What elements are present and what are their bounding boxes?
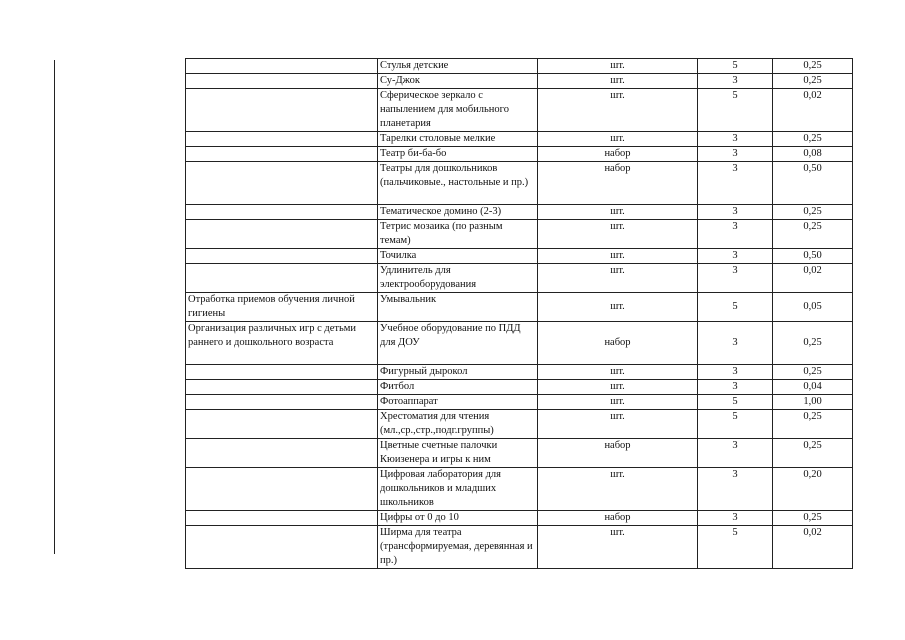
value-cell: 0,25 — [773, 511, 853, 526]
item-name-cell: Стулья детские — [378, 59, 538, 74]
value-cell: 0,05 — [773, 293, 853, 322]
unit-cell: набор — [538, 511, 698, 526]
item-name-cell: Точилка — [378, 249, 538, 264]
table-row — [186, 249, 853, 264]
item-name-cell: Тарелки столовые мелкие — [378, 132, 538, 147]
item-name-cell: Тетрис мозаика (по разным темам) — [378, 220, 538, 249]
unit-cell: шт. — [538, 264, 698, 293]
activity-cell — [186, 264, 378, 293]
unit-cell: шт. — [538, 74, 698, 89]
value-cell: 0,25 — [773, 74, 853, 89]
item-name-cell: Театр би-ба-бо — [378, 147, 538, 162]
table-row — [186, 205, 853, 220]
table-row — [186, 147, 853, 162]
value-cell: 0,25 — [773, 322, 853, 365]
unit-cell: шт. — [538, 249, 698, 264]
activity-cell — [186, 468, 378, 511]
value-cell: 1,00 — [773, 395, 853, 410]
unit-cell: шт. — [538, 365, 698, 380]
activity-cell — [186, 439, 378, 468]
equipment-table-body — [186, 59, 853, 569]
value-cell: 0,25 — [773, 410, 853, 439]
unit-cell: шт. — [538, 526, 698, 569]
value-cell: 0,25 — [773, 59, 853, 74]
table-row — [186, 220, 853, 249]
quantity-cell: 3 — [698, 365, 773, 380]
value-cell: 0,25 — [773, 132, 853, 147]
quantity-cell: 3 — [698, 162, 773, 205]
equipment-table — [185, 58, 853, 569]
page-margin-line — [54, 60, 55, 554]
item-name-cell: Ширма для театра (трансформируемая, деревянная и пр.) — [378, 526, 538, 569]
quantity-cell: 3 — [698, 439, 773, 468]
value-cell: 0,08 — [773, 147, 853, 162]
item-name-cell: Умывальник — [378, 293, 538, 322]
value-cell: 0,02 — [773, 264, 853, 293]
activity-cell: Отработка приемов обучения личной гигиены — [186, 293, 378, 322]
item-name-cell: Фитбол — [378, 380, 538, 395]
table-row — [186, 264, 853, 293]
unit-cell: шт. — [538, 380, 698, 395]
quantity-cell: 3 — [698, 322, 773, 365]
activity-cell — [186, 74, 378, 89]
unit-cell: шт. — [538, 468, 698, 511]
item-name-cell: Цветные счетные палочки Кюизенера и игры к ним — [378, 439, 538, 468]
value-cell: 0,25 — [773, 365, 853, 380]
item-name-cell: Удлинитель для электрооборудования — [378, 264, 538, 293]
unit-cell: шт. — [538, 410, 698, 439]
table-row — [186, 89, 853, 132]
activity-cell — [186, 249, 378, 264]
activity-cell — [186, 132, 378, 147]
quantity-cell: 5 — [698, 293, 773, 322]
table-row — [186, 365, 853, 380]
table-row — [186, 511, 853, 526]
table-row — [186, 293, 853, 322]
quantity-cell: 3 — [698, 74, 773, 89]
table-row — [186, 322, 853, 365]
unit-cell: шт. — [538, 220, 698, 249]
table-row — [186, 439, 853, 468]
item-name-cell: Театры для дошкольников (пальчиковые., настольные и пр.) — [378, 162, 538, 205]
value-cell: 0,25 — [773, 439, 853, 468]
table-row — [186, 380, 853, 395]
table-row — [186, 74, 853, 89]
unit-cell: набор — [538, 322, 698, 365]
quantity-cell: 3 — [698, 249, 773, 264]
quantity-cell: 3 — [698, 147, 773, 162]
unit-cell: шт. — [538, 293, 698, 322]
table-row — [186, 132, 853, 147]
item-name-cell: Фигурный дырокол — [378, 365, 538, 380]
activity-cell — [186, 162, 378, 205]
quantity-cell: 5 — [698, 410, 773, 439]
table-row — [186, 410, 853, 439]
unit-cell: шт. — [538, 132, 698, 147]
activity-cell — [186, 147, 378, 162]
item-name-cell: Сферическое зеркало с напылением для мобильного планетария — [378, 89, 538, 132]
item-name-cell: Цифры от 0 до 10 — [378, 511, 538, 526]
unit-cell: набор — [538, 439, 698, 468]
item-name-cell: Тематическое домино (2-3) — [378, 205, 538, 220]
unit-cell: шт. — [538, 89, 698, 132]
activity-cell — [186, 511, 378, 526]
item-name-cell: Су-Джок — [378, 74, 538, 89]
item-name-cell: Учебное оборудование по ПДД для ДОУ — [378, 322, 538, 365]
activity-cell — [186, 205, 378, 220]
activity-cell — [186, 410, 378, 439]
quantity-cell: 3 — [698, 220, 773, 249]
quantity-cell: 5 — [698, 526, 773, 569]
value-cell: 0,25 — [773, 220, 853, 249]
activity-cell — [186, 220, 378, 249]
quantity-cell: 5 — [698, 59, 773, 74]
table-row — [186, 468, 853, 511]
item-name-cell: Цифровая лаборатория для дошкольников и младших школьников — [378, 468, 538, 511]
activity-cell — [186, 89, 378, 132]
quantity-cell: 3 — [698, 468, 773, 511]
table-row — [186, 162, 853, 205]
item-name-cell: Хрестоматия для чтения (мл.,ср.,стр.,подг.группы) — [378, 410, 538, 439]
unit-cell: набор — [538, 147, 698, 162]
value-cell: 0,20 — [773, 468, 853, 511]
value-cell: 0,02 — [773, 89, 853, 132]
activity-cell — [186, 59, 378, 74]
quantity-cell: 3 — [698, 264, 773, 293]
activity-cell — [186, 365, 378, 380]
value-cell: 0,25 — [773, 205, 853, 220]
activity-cell — [186, 380, 378, 395]
quantity-cell: 3 — [698, 511, 773, 526]
unit-cell: шт. — [538, 395, 698, 410]
value-cell: 0,50 — [773, 249, 853, 264]
unit-cell: шт. — [538, 205, 698, 220]
unit-cell: шт. — [538, 59, 698, 74]
unit-cell: набор — [538, 162, 698, 205]
quantity-cell: 5 — [698, 395, 773, 410]
activity-cell: Организация различных игр с детьми раннего и дошкольного возраста — [186, 322, 378, 365]
value-cell: 0,50 — [773, 162, 853, 205]
activity-cell — [186, 526, 378, 569]
value-cell: 0,02 — [773, 526, 853, 569]
table-row — [186, 59, 853, 74]
quantity-cell: 3 — [698, 205, 773, 220]
quantity-cell: 3 — [698, 132, 773, 147]
table-row — [186, 526, 853, 569]
activity-cell — [186, 395, 378, 410]
quantity-cell: 3 — [698, 380, 773, 395]
value-cell: 0,04 — [773, 380, 853, 395]
table-row — [186, 395, 853, 410]
item-name-cell: Фотоаппарат — [378, 395, 538, 410]
quantity-cell: 5 — [698, 89, 773, 132]
